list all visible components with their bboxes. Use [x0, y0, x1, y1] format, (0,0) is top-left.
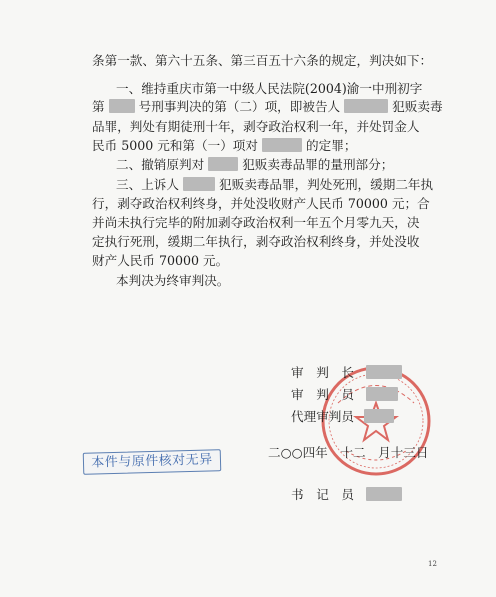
text-line-9: 并尚未执行完毕的附加剥夺政治权利一年五个月零九天，决 — [92, 215, 420, 230]
redaction-mask — [364, 409, 394, 423]
text-fragment: 三、上诉人 — [116, 177, 179, 192]
judge-title: 审 判 员 — [291, 387, 354, 402]
redaction-mask — [262, 138, 302, 152]
text-fragment: 犯贩卖毒品罪，判处死刑，缓期二年执 — [219, 177, 434, 192]
text-fragment: 民币 5000 元和第（一）项对 — [92, 138, 258, 153]
text-fragment: 二、撤销原判对 — [116, 157, 205, 172]
text-line-8: 行，剥夺政治权利终身，并处没收财产人民币 70000 元；合 — [92, 196, 430, 211]
redaction-mask — [109, 99, 135, 113]
text-fragment: 第 — [92, 99, 105, 114]
text-line-5 — [92, 137, 496, 155]
text-line-6 — [116, 156, 496, 174]
redaction-mask — [366, 387, 398, 401]
redaction-mask — [344, 99, 388, 113]
redaction-mask — [208, 157, 238, 171]
text-fragment: 犯贩卖毒 — [392, 99, 443, 114]
text-line-10: 定执行死刑，缓期二年执行，剥夺政治权利终身，并处没收 — [92, 234, 420, 249]
acting-judge-title: 代理审判员 — [291, 409, 354, 424]
text-line-7 — [116, 176, 496, 194]
clerk-title: 书 记 员 — [291, 487, 354, 502]
text-line-2: 一、维持重庆市第一中级人民法院(2004)渝一中刑初字 — [116, 81, 423, 96]
clerk-label — [291, 484, 402, 503]
text-fragment: 犯贩卖毒品罪的量刑部分； — [242, 157, 394, 172]
text-line-11: 财产人民币 70000 元。 — [92, 253, 229, 268]
redaction-mask — [366, 487, 402, 501]
judge-label — [291, 384, 398, 403]
text-line-4: 品罪，判处有期徒刑十年，剥夺政治权利一年，并处罚金人 — [92, 119, 420, 134]
acting-judge-label — [291, 406, 394, 425]
redaction-mask — [366, 365, 402, 379]
text-line-3 — [92, 98, 496, 116]
page-number: 12 — [428, 560, 437, 568]
judgment-date: 二○○四年 十二 月十三日 — [268, 445, 429, 460]
text-line-12: 本判决为终审判决。 — [116, 273, 230, 288]
text-fragment: 的定罪； — [306, 138, 357, 153]
text-fragment: 号刑事判决的第（二）项，即被告人 — [138, 99, 341, 114]
verification-stamp: 本件与原件核对无异 — [83, 449, 222, 475]
chief-judge-label — [291, 362, 402, 381]
chief-judge-title: 审 判 长 — [291, 365, 354, 380]
text-line-1: 条第一款、第六十五条、第三百五十六条的规定，判决如下： — [92, 53, 433, 68]
redaction-mask — [183, 177, 215, 191]
